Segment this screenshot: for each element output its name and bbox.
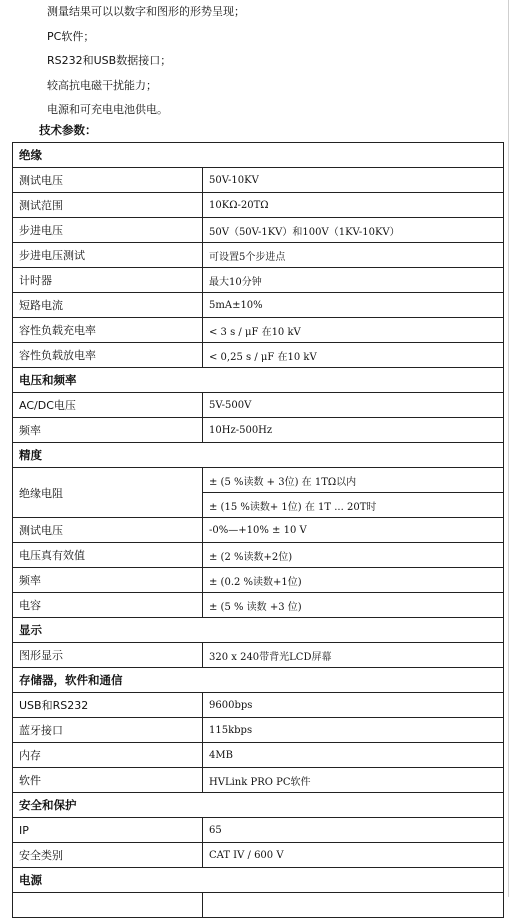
row-label: 计时器 [13, 268, 203, 293]
row-label: 图形显示 [13, 643, 203, 668]
row-label: 步进电压测试 [13, 243, 203, 268]
group-accuracy: 精度 [13, 443, 504, 468]
group-row [13, 443, 504, 468]
group-safety: 安全和保护 [13, 793, 504, 818]
row-label: 频率 [13, 568, 203, 593]
section-title: 技术参数： [39, 123, 97, 137]
table-row [13, 318, 504, 343]
group-row [13, 143, 504, 168]
row-value: ± (0.2 %读数+1位) [203, 568, 504, 593]
table-row [13, 843, 504, 868]
table-row [13, 343, 504, 368]
row-value: 5V-500V [203, 393, 504, 418]
row-value: -0%—+10% ± 10 V [203, 518, 504, 543]
table-row [13, 743, 504, 768]
row-label: AC/DC电压 [13, 393, 203, 418]
group-storage: 存储器，软件和通信 [13, 668, 504, 693]
group-row [13, 618, 504, 643]
row-value: 5mA±10% [203, 293, 504, 318]
page-edge-divider [508, 0, 509, 897]
row-value: ± (5 % 读数 +3 位) [203, 593, 504, 618]
table-row [13, 393, 504, 418]
row-value: 50V（50V-1KV）和100V（1KV-10KV） [203, 218, 504, 243]
group-row [13, 368, 504, 393]
table-row [13, 168, 504, 193]
row-label: 步进电压 [13, 218, 203, 243]
row-value: 9600bps [203, 693, 504, 718]
feature-item: 较高抗电磁干扰能力； [47, 78, 157, 92]
group-power: 电源 [13, 868, 504, 893]
row-value: 4MB [203, 743, 504, 768]
table-row [13, 468, 504, 493]
table-row [13, 568, 504, 593]
table-row [13, 418, 504, 443]
row-label: IP [13, 818, 203, 843]
spec-table [12, 142, 504, 918]
row-label: USB和RS232 [13, 693, 203, 718]
row-label [13, 893, 203, 918]
feature-list [47, 0, 245, 123]
row-value: CAT IV / 600 V [203, 843, 504, 868]
row-value: ± (2 %读数+2位) [203, 543, 504, 568]
row-value [203, 893, 504, 918]
row-value: 50V-10KV [203, 168, 504, 193]
table-row [13, 268, 504, 293]
row-label: 内存 [13, 743, 203, 768]
group-row [13, 793, 504, 818]
row-label: 蓝牙接口 [13, 718, 203, 743]
row-value: 最大10分钟 [203, 268, 504, 293]
row-label: 容性负载充电率 [13, 318, 203, 343]
feature-item: PC软件； [47, 29, 95, 43]
row-label: 软件 [13, 768, 203, 793]
group-voltage-frequency: 电压和频率 [13, 368, 504, 393]
table-row [13, 768, 504, 793]
row-value: 10KΩ-20TΩ [203, 193, 504, 218]
row-value: 65 [203, 818, 504, 843]
row-value: 115kbps [203, 718, 504, 743]
row-label: 测试电压 [13, 518, 203, 543]
table-row [13, 593, 504, 618]
table-row [13, 718, 504, 743]
row-value: < 3 s / μF 在10 kV [203, 318, 504, 343]
row-label: 安全类别 [13, 843, 203, 868]
row-value: ± (5 %读数 + 3位) 在 1TΩ以内 [203, 468, 504, 493]
table-row [13, 643, 504, 668]
row-value: 10Hz-500Hz [203, 418, 504, 443]
table-row [13, 243, 504, 268]
feature-item: RS232和USB数据接口； [47, 54, 172, 68]
table-row [13, 893, 504, 918]
row-value: 可设置5个步进点 [203, 243, 504, 268]
row-value: 320 x 240带背光LCD屏幕 [203, 643, 504, 668]
table-row [13, 193, 504, 218]
table-row [13, 818, 504, 843]
row-value: HVLink PRO PC软件 [203, 768, 504, 793]
table-row [13, 518, 504, 543]
group-insulation: 绝缘 [13, 143, 504, 168]
feature-item: 测量结果可以以数字和图形的形势呈现； [47, 5, 245, 18]
row-label: 频率 [13, 418, 203, 443]
row-label: 测试电压 [13, 168, 203, 193]
group-row [13, 868, 504, 893]
table-row [13, 293, 504, 318]
row-label: 电容 [13, 593, 203, 618]
row-label: 测试范围 [13, 193, 203, 218]
row-value: ± (15 %读数+ 1位) 在 1T ... 20T时 [203, 493, 504, 518]
group-row [13, 668, 504, 693]
group-display: 显示 [13, 618, 504, 643]
row-label: 短路电流 [13, 293, 203, 318]
row-label: 绝缘电阻 [13, 468, 203, 518]
row-label: 电压真有效值 [13, 543, 203, 568]
feature-item: 电源和可充电电池供电。 [47, 103, 168, 117]
table-row [13, 218, 504, 243]
table-row [13, 693, 504, 718]
table-row [13, 543, 504, 568]
row-value: < 0,25 s / μF 在10 kV [203, 343, 504, 368]
row-label: 容性负载放电率 [13, 343, 203, 368]
